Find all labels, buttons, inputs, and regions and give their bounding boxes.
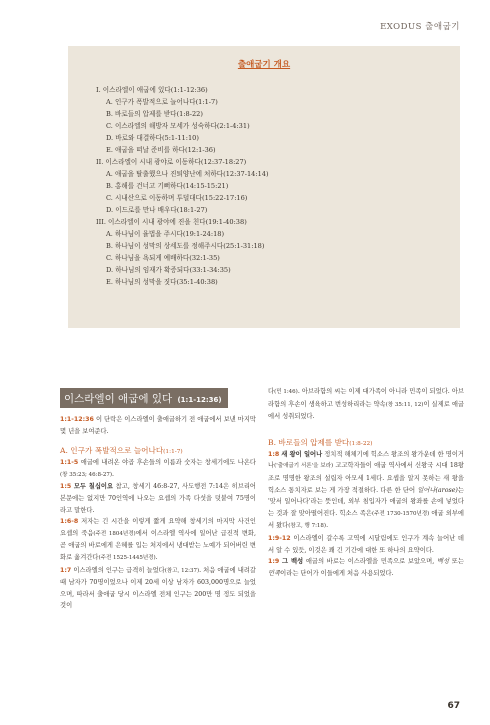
- verse-ref: 1:1-5: [60, 459, 79, 467]
- outline-item: [96, 252, 269, 264]
- outline-item: [96, 96, 269, 108]
- outline-title: 출애굽기 개요: [237, 60, 291, 70]
- outline-item: [96, 264, 269, 276]
- body-column-right: [268, 386, 464, 579]
- paragraph-text: 이스라엘의 인구는 급격히 늘었다: [73, 566, 165, 574]
- subheading-label: A. 인구가 폭발적으로 늘어나다: [60, 446, 164, 456]
- outline-item: [96, 120, 269, 132]
- outline-item-label: A. 인구가 폭발적으로 늘어나다: [106, 98, 196, 106]
- paragraph: [60, 565, 256, 612]
- paragraph-text: 참고, 창세기 46:8-27, 사도행전 7:14은 히브리어 본문에는 없지만 70인역에 나오는 요셉의 가족 다섯을 덧붙여 75명이라고 말한다.: [60, 483, 256, 514]
- paragraph: [60, 414, 256, 437]
- outline-item: [96, 168, 269, 180]
- subheading-ref: (1:8-22): [349, 440, 373, 447]
- outline-item-ref: (1:1-7): [195, 98, 218, 106]
- paragraph: [60, 481, 256, 516]
- verse-ref: 1:9: [268, 558, 280, 566]
- outline-item-ref: (2:1-4:31): [216, 122, 250, 130]
- paragraph-text: 또는: [449, 558, 464, 566]
- outline-item: [96, 132, 269, 144]
- outline-item: [96, 144, 269, 156]
- paragraph-text: 저자는 긴 시간을 이렇게 짧게 요약해 창세기의 마지막 사건인 요셉의 죽음: [60, 518, 256, 537]
- outline-item-label: C. 시내산으로 이동하며 투덜대다: [106, 194, 202, 202]
- paragraph-text: 이 실제로 애굽에서 성취되었다.: [268, 400, 465, 421]
- keyword: 모두 칠십이요: [73, 483, 114, 491]
- outline-item-label: B. 바로들의 압제를 받다: [106, 110, 177, 118]
- paragraph-text: 다: [268, 388, 275, 395]
- outline-item-ref: (19:1-24:18): [182, 230, 225, 238]
- outline-item-label: D. 이드로를 만나 배우다: [106, 206, 177, 214]
- outline-item-label: D. 바로와 대결하다: [106, 134, 162, 142]
- outline-section: [96, 156, 269, 168]
- paragraph-text: .: [326, 522, 329, 530]
- outline-item-label: C. 하나님을 욕되게 예배하다: [106, 254, 190, 262]
- verse-ref: 1:9-12: [268, 534, 291, 542]
- paragraph: [268, 533, 464, 556]
- paragraph-text: . 처음 애굽에 내려갈 때 남자가 70명이었으나 이제 20세 이상 남자가 603,000명으로 늘었으며, 따라서 출애굽 당시 이스라엘 전체 인구는 200만 명 정도 되었을 것이: [60, 566, 256, 610]
- paragraph-text: 는 '맞서 일어나다'라는 뜻인데, 외부 침입자가 애굽의 왕좌를 손에 넣었다는 것과 잘 맞아떨어진다. 힉소스 족은: [268, 486, 464, 517]
- paragraph-text: 이스라엘이 갈수록 고역에 시달림에도 인구가 계속 늘어난 데서 알 수 있듯, 이것은 꽤 긴 기간에 대한 또 하나의 요약이다.: [268, 534, 464, 554]
- outline-list: [96, 84, 269, 288]
- outline-section-ref: (12:37-18:27): [200, 158, 247, 166]
- verse-ref: 1:8: [268, 450, 280, 458]
- outline-section-label: I. 이스라엘이 애굽에 있다: [96, 86, 171, 94]
- outline-item-ref: (18:1-27): [176, 206, 208, 214]
- outline-item: [96, 108, 269, 120]
- paragraph-text: 에서 이스라엘 역사에 일어난 급진적 변화, 곧 애굽의 바로에게 은혜를 입는 처지에서 냉대받는 노예가 되어버린 변화로 옮겨간다: [60, 529, 257, 561]
- section-banner: [60, 388, 228, 408]
- outline-item-label: B. 홍해를 건너고 기뻐하다: [106, 182, 183, 190]
- paragraph-text: 고고학자들이 애굽 역사에서 신왕국 시대 18왕조로 명명한 왕조의 설립자 아모세 1세다. 요셉을 알지 못하는 새 왕을 힉소스 통치자로 보는 게 가장 적절하다. 다: [268, 462, 464, 494]
- outline-item-ref: (5:1-11:10): [161, 134, 199, 142]
- verse-ref: 1:5: [60, 483, 72, 491]
- paragraph: [268, 386, 464, 423]
- subheading-ref: (1:1-7): [163, 449, 183, 456]
- outline-item-ref: (12:37-14:14): [223, 170, 269, 178]
- keyword: 그 백성: [281, 558, 304, 566]
- body-column-left: [60, 386, 256, 612]
- citation: (민 1:46): [274, 389, 298, 395]
- paragraph-text: . 아브라함의 씨는 이제 대가족이 아니라 민족이 되었다. 아브라함의 후손이 생육하고 번성하리라는 약속: [268, 388, 464, 408]
- paragraph-text: .: [155, 553, 158, 561]
- outline-item-label: E. 하나님의 성막을 짓다: [106, 278, 177, 286]
- outline-item-label: C. 이스라엘의 해방자 모세가 성숙하다: [106, 122, 217, 130]
- keyword: 새 왕이 일어나: [281, 450, 323, 458]
- outline-item: [96, 240, 269, 252]
- outline-item-label: B. 하나님이 성막의 상세도를 정해주시다: [106, 242, 224, 250]
- paragraph-text: 정치적 해체기에 힉소스 왕조의 왕가운데 한 명이거나: [268, 450, 464, 470]
- outline-item-ref: (1:8-22): [176, 110, 203, 118]
- outline-item: [96, 276, 269, 288]
- paragraph-text: 애굽의 바로는 이스라엘을 민족으로 보았으며,: [305, 558, 437, 566]
- section-banner-title: 이스라엘이 애굽에 있다: [64, 393, 173, 405]
- citation: (참고, 행 7:18): [288, 523, 327, 530]
- outline-item-label: E. 애굽을 떠날 준비를 하다: [106, 146, 185, 154]
- outline-item: [96, 180, 269, 192]
- outline-item-ref: (32:1-35): [189, 254, 220, 262]
- paragraph: [268, 556, 464, 579]
- outline-section-label: II. 이스라엘이 시내 광야로 이동하다: [96, 158, 201, 166]
- outline-section: [96, 84, 269, 96]
- outline-item-label: A. 하나님이 율법을 주시다: [106, 230, 183, 238]
- outline-box: [68, 46, 460, 328]
- citation: (창 35:23; 46:8-27): [60, 471, 113, 478]
- verse-ref: 1:6-8: [60, 518, 79, 526]
- subheading: [268, 437, 464, 448]
- paragraph-text: 른 한 단어: [386, 486, 418, 494]
- paragraph: [268, 449, 464, 533]
- outline-section: [96, 216, 269, 228]
- running-head: EXODUS 출애굽기: [380, 22, 460, 32]
- verse-ref: 1:7: [60, 566, 72, 574]
- paragraph-text: .: [112, 470, 115, 478]
- paragraph: [60, 457, 256, 481]
- outline-section-ref: (19:1-40:38): [205, 218, 247, 226]
- section-banner-ref: (1:1-12:36): [177, 396, 222, 404]
- citation: (주전 1804년경): [93, 530, 136, 537]
- outline-item-ref: (12:1-36): [185, 146, 216, 154]
- outline-item-label: D. 하나님의 임재가 확증되다: [106, 266, 190, 274]
- citation: (창 35:11, 12): [385, 401, 424, 408]
- outline-section-label: III. 이스라엘이 시내 광야에 진을 친다: [96, 218, 206, 226]
- outline-item-ref: (25:1-31:18): [223, 242, 265, 250]
- citation: (참고, 12:37): [164, 567, 200, 574]
- outline-item-label: A. 애굽을 탈출했으나 진퇴양난에 처하다: [106, 170, 224, 178]
- subheading-label: B. 바로들의 압제를 받다: [268, 437, 350, 447]
- outline-item-ref: (14:15-15:21): [182, 182, 229, 190]
- citation: (주전 1525-1445년경): [98, 554, 156, 561]
- paragraph-text: 이라는 단어가 이들에게 처음 사용되었다.: [280, 569, 394, 577]
- paragraph: [60, 516, 256, 564]
- paragraph-text: 이 단락은 이스라엘이 출애굽하기 전 애굽에서 보낸 마지막 몇 년을 보여준다.: [60, 416, 256, 435]
- italic-term: 백성: [436, 558, 450, 566]
- italic-term: 일어나(arose): [417, 486, 458, 494]
- outline-item-ref: (15:22-17:16): [202, 194, 248, 202]
- outline-item: [96, 204, 269, 216]
- italic-term: 민족: [268, 569, 281, 577]
- subheading: [60, 445, 256, 456]
- verse-ref: 1:1-12:36: [60, 416, 94, 423]
- paragraph-text: 애굽에 내려온 야곱 후손들의 이름과 숫자는 창세기에도 나온다: [80, 459, 256, 467]
- citation: ('출애굽기 서론'을 보라): [274, 463, 334, 470]
- outline-item: [96, 192, 269, 204]
- outline-section-ref: (1:1-12:36): [170, 86, 208, 94]
- paragraph-text: 애굽 외부에서 왔다: [268, 509, 464, 530]
- outline-item-ref: (33:1-34:35): [189, 266, 231, 274]
- outline-item-ref: (35:1-40:38): [176, 278, 218, 286]
- citation: (주전 1730-1570년경): [371, 510, 430, 517]
- page-number: 67: [447, 701, 460, 711]
- outline-item: [96, 228, 269, 240]
